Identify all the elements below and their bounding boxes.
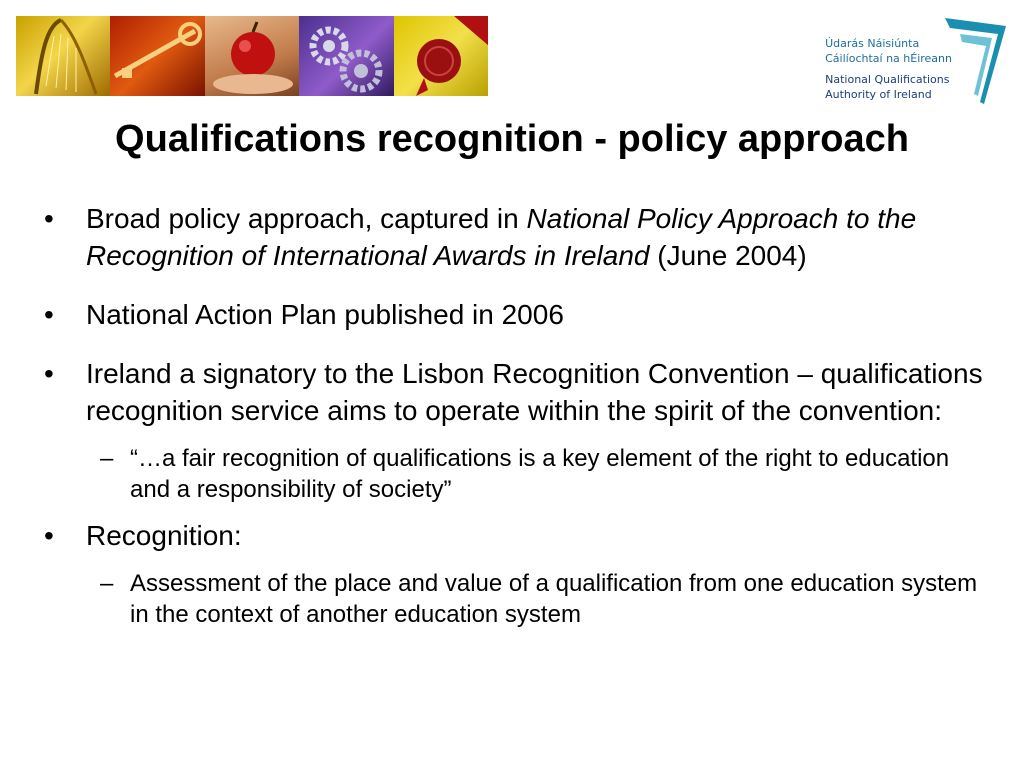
- wax-seal-image: [394, 16, 488, 96]
- bullet-action-plan: [44, 296, 984, 333]
- gears-image: [299, 16, 393, 96]
- page-title: Qualifications recognition - policy approach: [115, 118, 909, 160]
- apple-image: [205, 16, 299, 96]
- document-title: National Policy Approach to the Recognition of International Awards in Ireland: [86, 203, 917, 271]
- harp-image: [16, 16, 110, 96]
- bullet-text: Ireland a signatory to the Lisbon Recognition Convention – qualifications recognition service aims to operate within the spirit of the convention:: [86, 358, 983, 426]
- sub-bullet-text: Assessment of the place and value of a qualification from one education system in the context of another education system: [130, 570, 978, 628]
- logo-swoosh-icon: [940, 16, 1010, 106]
- sub-bullet-text: “…a fair recognition of qualifications is a key element of the right to education and a responsibility of society”: [130, 445, 950, 503]
- bullet-text: Broad policy approach, captured in: [86, 203, 527, 234]
- key-image: [110, 16, 204, 96]
- logo-line-1: Údarás Náisiúnta: [825, 37, 920, 50]
- sub-bullet-marker: –: [100, 445, 114, 472]
- sub-bullet-quote: [44, 443, 984, 505]
- bullet-text-date: (June 2004): [649, 240, 807, 271]
- naqai-logo: [820, 30, 1010, 120]
- bullet-marker: •: [44, 358, 54, 389]
- bullet-lisbon-convention: [44, 355, 984, 429]
- bullet-marker: •: [44, 203, 54, 234]
- logo-line-2: Cáilíochtaí na hÉireann: [825, 52, 952, 65]
- bullet-recognition: [44, 517, 984, 554]
- logo-line-4: Authority of Ireland: [825, 88, 932, 101]
- bullet-text: Recognition:: [86, 520, 242, 551]
- sub-bullet-definition: [44, 568, 984, 630]
- sub-bullet-marker: –: [100, 570, 114, 597]
- bullet-marker: •: [44, 299, 54, 330]
- logo-text: [825, 36, 952, 102]
- bullet-policy-approach: [44, 200, 984, 274]
- bullet-list: [44, 200, 984, 642]
- bullet-text: National Action Plan published in 2006: [86, 299, 564, 330]
- logo-line-3: National Qualifications: [825, 73, 950, 86]
- bullet-marker: •: [44, 520, 54, 551]
- header-image-banner: [16, 16, 488, 96]
